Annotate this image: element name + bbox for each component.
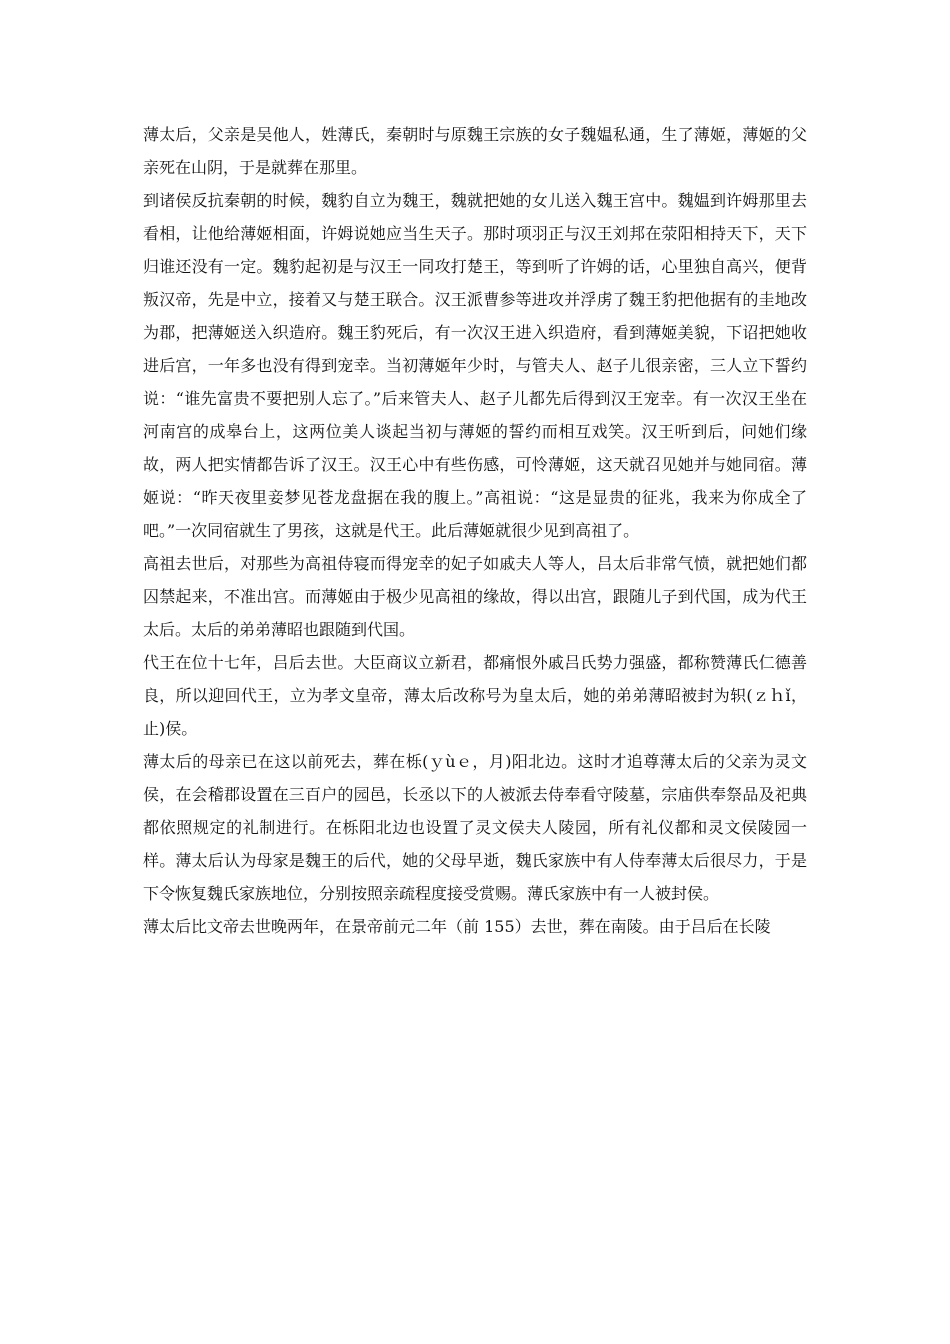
paragraph-death: 薄太后比文帝去世晚两年，在景帝前元二年（前 155）去世，葬在南陵。由于吕后在长陵 <box>143 917 771 936</box>
paragraph-emperor-wen: 代王在位十七年，吕后去世。大臣商议立新君，都痛恨外戚吕氏势力强盛，都称赞薄氏仁德善良，所以迎回代王，立为孝文皇帝，薄太后改称号为皇太后，她的弟弟薄昭被封为轵(ｚｈǐ，止)侯。 <box>143 653 807 738</box>
document-body <box>143 118 807 943</box>
paragraph-origin: 薄太后，父亲是吴他人，姓薄氏，秦朝时与原魏王宗族的女子魏媪私通，生了薄姬，薄姬的父亲死在山阴，于是就葬在那里。 <box>143 125 807 177</box>
paragraph-mother-tomb: 薄太后的母亲已在这以前死去，葬在栎(ｙùｅ，月)阳北边。这时才追尊薄太后的父亲为灵文侯，在会稽郡设置在三百户的园邑，长丞以下的人被派去侍奉看守陵墓，宗庙供奉祭品及祀典都依照规定的礼制进行。在栎阳北边也设置了灵文侯夫人陵园，所有礼仪都和灵文侯陵园一样。薄太后认为母家是魏王的后代，她的父母早逝，魏氏家族中有人侍奉薄太后很尽力，于是下令恢复魏氏家族地位，分别按照亲疏程度接受赏赐。薄氏家族中有一人被封侯。 <box>143 752 807 903</box>
paragraph-after-gaozu: 高祖去世后，对那些为高祖侍寝而得宠幸的妃子如戚夫人等人，吕太后非常气愤，就把她们都囚禁起来，不准出宫。而薄姬由于极少见高祖的缘故，得以出宫，跟随儿子到代国，成为代王太后。太后的弟弟薄昭也跟随到代国。 <box>143 554 807 639</box>
paragraph-wei-palace: 到诸侯反抗秦朝的时候，魏豹自立为魏王，魏就把她的女儿送入魏王宫中。魏媪到许姆那里去看相，让他给薄姬相面，许姆说她应当生天子。那时项羽正与汉王刘邦在荥阳相持天下，天下归谁还没有一定。魏豹起初是与汉王一同攻打楚王，等到听了许姆的话，心里独自高兴，便背叛汉帝，先是中立，接着又与楚王联合。汉王派曹参等进攻并浮虏了魏王豹把他据有的圭地改为郡，把薄姬送入织造府。魏王豹死后，有一次汉王进入织造府，看到薄姬美貌，下诏把她收进后宫，一年多也没有得到宠幸。当初薄姬年少时，与管夫人、赵子儿很亲密，三人立下誓约说：“谁先富贵不要把别人忘了。”后来管夫人、赵子儿都先后得到汉王宠幸。有一次汉王坐在河南宫的成皋台上，这两位美人谈起当初与薄姬的誓约而相互戏笑。汉王听到后，问她们缘故，两人把实情都告诉了汉王。汉王心中有些伤感，可怜薄姬，这天就召见她并与她同宿。薄姬说：“昨天夜里妾梦见苍龙盘据在我的腹上。”高祖说：“这是显贵的征兆，我来为你成全了吧。”一次同宿就生了男孩，这就是代王。此后薄姬就很少见到高祖了。 <box>143 191 807 540</box>
